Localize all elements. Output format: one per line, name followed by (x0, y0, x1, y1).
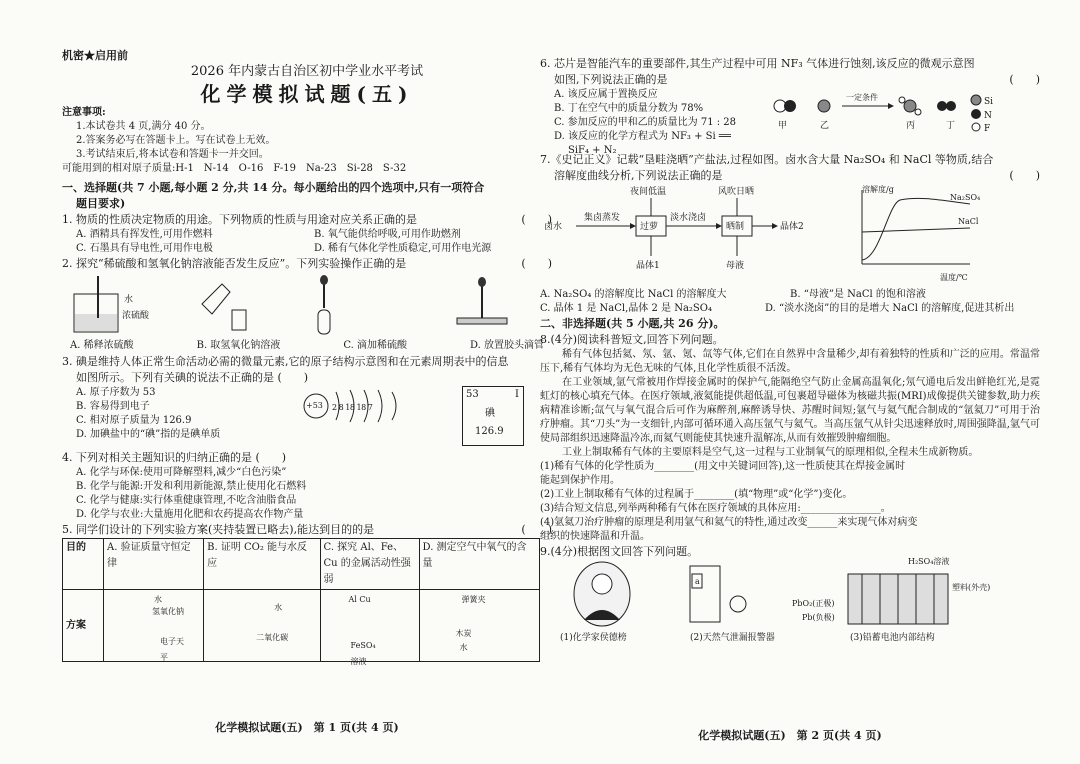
question-5: 5. 同学们设计的下列实验方案(夹持装置已略去),能达到目的的是 ( ) (62, 523, 552, 536)
flow-crystal-2: 晶体2 (780, 222, 804, 232)
q9-illustrations (540, 560, 1010, 628)
q8-sub-2: (2)工业上制取稀有气体的过程属于________(填“物理”或“化学”)变化。 (540, 489, 853, 500)
table-col-b: B. 证明 CO₂ 能与水反应 (204, 539, 320, 590)
plan-c-metals: Al Cu (348, 595, 371, 604)
micro-reaction-diagram (770, 94, 1000, 134)
confidential-mark: 机密★启用前 (62, 49, 128, 62)
q6-condition: 一定条件 (846, 93, 878, 102)
iodine-periodic-cell (462, 386, 524, 446)
q6-block (540, 88, 1040, 156)
q6-label-bing: 丙 (906, 121, 916, 131)
plan-a-naoh: 氢氧化钠 (152, 607, 184, 616)
q8-sub-4-cont: 组织的快速降温和升温。 (540, 531, 650, 542)
q8-paragraph-1: 稀有气体包括氦、氖、氩、氪、氙等气体,它们在自然界中含量稀少,却有着独特的性质和广泛的应用。常温常压下,稀有气体均为无色无味的气体,且化学性质很不活泼。 (540, 349, 1040, 374)
iodine-nucleus: +53 (306, 401, 323, 410)
q9-caption-1: (1)化学家侯德榜 (560, 633, 627, 643)
page-1-footer: 化学模拟试题(五) 第 1 页(共 4 页) (215, 721, 399, 734)
series-na2so4: Na₂SO₄ (950, 193, 981, 202)
question-3: 3. 碘是维持人体正常生命活动必需的微量元素,它的原子结构示意图和在元素周期表中的信息 (62, 355, 509, 368)
q6-options: A. 该反应属于置换反应 B. 丁在空气中的质量分数为 78% C. 参加反应的甲和乙的质量比为 71 : 28 D. 该反应的化学方程式为 NF₃ + Si ══ SiF₄ + N₂ (554, 89, 737, 156)
question-9: 9.(4分)根据图文回答下列问题。 (540, 545, 699, 558)
q7-options-ab: A. Na₂SO₄ 的溶解度比 NaCl 的溶解度大 B. “母液”是 NaCl 的饱和溶液 (540, 289, 926, 300)
salt-process-flowchart (540, 184, 800, 274)
plan-c (320, 590, 419, 666)
q6-label-yi: 乙 (820, 121, 830, 131)
legend-si: Si (984, 97, 994, 107)
section-1-heading: 一、选择题(共 7 小题,每小题 2 分,共 14 分。每小题给出的四个选项中,只有一项符合 (62, 181, 485, 194)
q8-sub-4: (4)氩氦刀治疗肿瘤的原理是利用氩气和氦气的特性,通过改变______来实现气体对病变 (540, 517, 918, 528)
question-7: 7.《史记正义》记载“垦畦浇晒”产盐法,过程如图。卤水含大量 Na₂SO₄ 和 NaCl 等物质,结合 (540, 153, 994, 166)
q2-figure (62, 274, 552, 336)
q4-option-a: A. 化学与环保:使用可降解塑料,减少“白色污染” (76, 467, 287, 478)
plan-b (204, 590, 320, 662)
q4-option-d: D. 化学与农业:大量施用化肥和农药提高农作物产量 (76, 509, 304, 520)
q1-options-ab: A. 酒精具有挥发性,可用作燃料 B. 氧气能供给呼吸,可用作助燃剂 (76, 229, 461, 240)
notice-3: 3.考试结束后,将本试卷和答题卡一并交回。 (76, 149, 269, 160)
notice-2: 2.答案务必写在答题卡上。写在试卷上无效。 (76, 135, 276, 146)
flow-filter: 过萝 (640, 222, 659, 232)
q7-block (540, 184, 1040, 288)
page-1 (62, 48, 552, 734)
plan-b-water: 水 (274, 603, 283, 612)
q9-caption-2: (2)天然气泄漏报警器 (690, 633, 775, 643)
battery-pb: Pb(负极) (802, 613, 835, 622)
lab-operations-illustration (62, 274, 540, 336)
page-2 (540, 56, 1040, 742)
q6-label-jia: 甲 (778, 121, 788, 131)
q8-sub-1: (1)稀有气体的化学性质为________(用文中关键词回答),这一性质使其在焊接金属时 (540, 461, 906, 472)
q1-options-cd: C. 石墨具有导电性,可用作电极 D. 稀有气体化学性质稳定,可用作电光源 (76, 243, 492, 254)
plan-a (104, 590, 204, 662)
flow-night: 夜间低温 (630, 187, 667, 197)
notice-1: 1.本试卷共 4 页,满分 40 分。 (76, 121, 211, 132)
exam-title: 2026 年内蒙古自治区初中学业水平考试 (190, 64, 424, 79)
q8-sub-1-cont: 能起到保护作用。 (540, 475, 620, 486)
plan-d (419, 590, 539, 662)
section-2-heading: 二、非选择题(共 5 小题,共 26 分)。 (540, 317, 725, 330)
notice-heading: 注意事项: (62, 107, 106, 118)
table-col-c: C. 探究 Al、Fe、Cu 的金属活动性强弱 (320, 539, 419, 590)
paper-title: 化学模拟试题(五) (200, 82, 414, 106)
plan-b-co2: 二氧化碳 (256, 633, 289, 642)
question-2: 2. 探究“稀硫酸和氢氧化钠溶液能否发生反应”。下列实验操作正确的是 ( ) (62, 257, 552, 270)
iodine-mass: 126.9 (475, 426, 504, 437)
battery-h2so4: H₂SO₄溶液 (908, 557, 950, 566)
q6-label-ding: 丁 (946, 121, 956, 131)
legend-f: F (984, 124, 991, 134)
question-3-cont: 如图所示。下列有关碘的说法不正确的是 ( ) (76, 371, 309, 384)
table-head-plan: 方案 (63, 590, 104, 662)
plan-c-solution: FeSO₄溶液 (350, 641, 376, 666)
q2-acid-label: 浓硫酸 (122, 311, 150, 321)
iodine-symbol: I (515, 389, 519, 400)
plan-d-clamp: 弹簧夹 (461, 595, 486, 604)
table-col-a: A. 验证质量守恒定律 (104, 539, 204, 590)
page-2-footer: 化学模拟试题(五) 第 2 页(共 4 页) (698, 729, 882, 742)
table-col-d: D. 测定空气中氧气的含量 (419, 539, 539, 590)
series-nacl: NaCl (958, 217, 979, 226)
q5-experiment-table (62, 538, 540, 666)
q9-caption-3: (3)铅蓄电池内部结构 (850, 633, 935, 643)
flow-evaporate: 集卤蒸发 (584, 213, 621, 223)
question-6-cont: 如图,下列说法正确的是 ( ) (554, 73, 1040, 86)
q8-paragraph-2: 在工业领域,氩气常被用作焊接金属时的保护气,能隔绝空气防止金属高温氧化;氖气通电后发出鲜艳红光,是霓虹灯的核心填充气体。在医疗领域,液氦能提供超低温,可包裹超导磁体为核磁共振(MRI)成像提供关键参数,助力疾病精准诊断;氙气与氧气混合后可作为麻醉剂,麻醉诱导快、苏醒时间短;氩气与氦气配合制成的“氩氦刀”可用于治疗肿瘤。其“刀头”为一支细针,内部可循环通入高压氩气与氦气。当高压氩气从针尖迅速释放时,周围强降温,氩气可使局部组织迅速降温冷冻,而氦气则能使其快速升温解冻,从而有效摧毁肿瘤细胞。 (540, 377, 1040, 444)
q7-options-cd: C. 晶体 1 是 NaCl,晶体 2 是 Na₂SO₄ D. “淡水浇卤”的目的是增大 NaCl 的溶解度,促进其析出 (540, 303, 1015, 314)
question-8: 8.(4分)阅读科普短文,回答下列问题。 (540, 333, 724, 346)
plan-d-water: 水 (459, 643, 468, 652)
q8-paragraph-3: 工业上制取稀有气体的主要原料是空气,这一过程与工业制氧气的原理相似,全程未生成新物质。 (562, 447, 979, 458)
iodine-name: 碘 (485, 408, 495, 419)
iodine-atomic-number: 53 (466, 389, 479, 400)
battery-shell: 塑料(外壳) (952, 583, 991, 592)
table-row (63, 590, 540, 662)
question-6: 6. 芯片是智能汽车的重要部件,其生产过程中可用 NF₃ 气体进行蚀刻,该反应的微观示意图 (540, 57, 975, 70)
plan-a-balance: 电子天平 (160, 637, 184, 662)
solubility-ylabel: 溶解度/g (862, 185, 894, 194)
iodine-shells: 2 8 18 18 7 (332, 403, 373, 412)
table-row (63, 539, 540, 590)
flow-dry: 晒制 (726, 222, 745, 232)
question-4: 4. 下列对相关主题知识的归纳正确的是 ( ) (62, 451, 287, 464)
plan-d-charcoal: 木炭 (455, 629, 472, 638)
plan-a-water: 水 (154, 595, 162, 604)
section-1-heading-cont: 题目要求) (76, 197, 126, 210)
flow-brine: 卤水 (544, 222, 563, 232)
q2-options: A. 稀释浓硫酸 B. 取氢氧化钠溶液 C. 滴加稀硫酸 D. 放置胶头滴管 (70, 340, 544, 351)
q3-options: A. 原子序数为 53 B. 容易得到电子 C. 相对原子质量为 126.9 D. 加碘盐中的“碘”指的是碘单质 (76, 387, 221, 440)
q4-option-c: C. 化学与健康:实行体重健康管理,不吃含油脂食品 (76, 495, 297, 506)
detector-label-a: a (695, 577, 700, 586)
flow-mother-liquor: 母液 (726, 261, 745, 271)
solubility-xlabel: 温度/℃ (940, 273, 968, 282)
question-7-cont: 溶解度曲线分析,下列说法正确的是 ( ) (554, 169, 1040, 182)
q9-figures (540, 557, 1040, 644)
q2-water-label: 水 (124, 295, 134, 305)
atomic-mass-info: 可能用到的相对原子质量:H-1 N-14 O-16 F-19 Na-23 Si-28 S-32 (62, 163, 407, 174)
q3-block (62, 386, 552, 450)
table-head-purpose: 目的 (63, 539, 104, 590)
q4-option-b: B. 化学与能源:开发和利用新能源,禁止使用化石燃料 (76, 481, 307, 492)
flow-crystal-1: 晶体1 (636, 261, 660, 271)
flow-wind: 风吹日晒 (718, 187, 755, 197)
legend-n: N (984, 111, 992, 121)
q8-sub-3: (3)结合短文信息,列举两种稀有气体在医疗领域的具体应用:________________。 (540, 503, 891, 514)
battery-pbo2: PbO₂(正极) (792, 599, 835, 608)
flow-wash: 淡水浇卤 (670, 213, 707, 223)
question-1: 1. 物质的性质决定物质的用途。下列物质的性质与用途对应关系正确的是 ( ) (62, 213, 552, 226)
